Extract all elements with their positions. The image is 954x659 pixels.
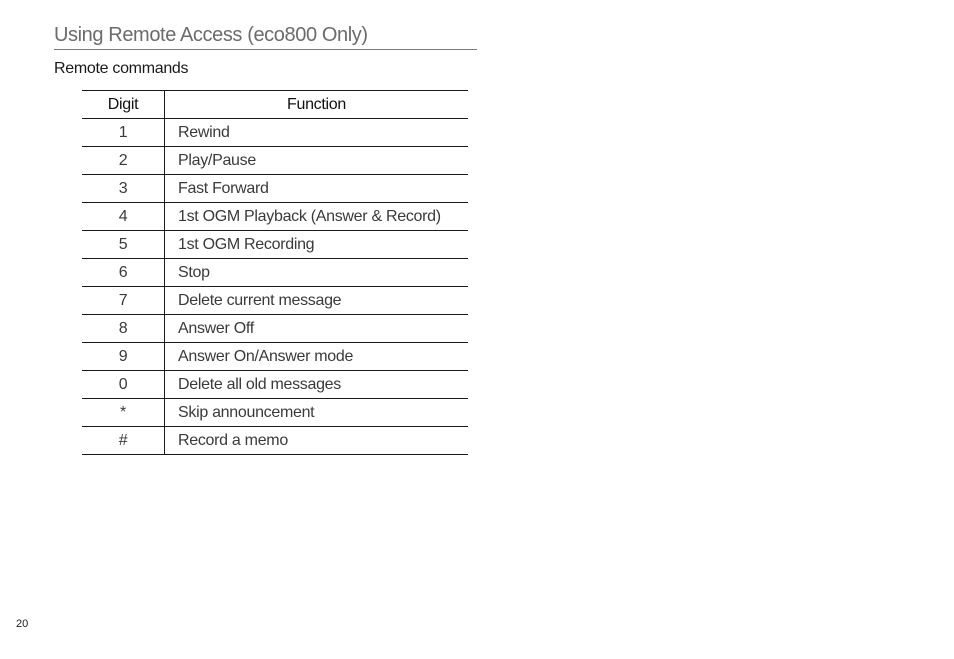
table-row [82,287,468,315]
function-cell: Rewind [165,119,469,147]
table-row [82,399,468,427]
table-row [82,259,468,287]
table-row [82,203,468,231]
table-row [82,427,468,455]
function-cell: Stop [165,259,469,287]
page-number: 20 [16,618,29,630]
digit-cell: 4 [82,203,165,231]
function-cell: Skip announcement [165,399,469,427]
digit-cell: 5 [82,231,165,259]
table-row [82,231,468,259]
function-cell: Answer Off [165,315,469,343]
function-cell: Delete current message [165,287,469,315]
digit-cell: # [82,427,165,455]
digit-cell: 6 [82,259,165,287]
table-row [82,315,468,343]
function-cell: Answer On/Answer mode [165,343,469,371]
digit-cell: 1 [82,119,165,147]
page-title: Using Remote Access (eco800 Only) [54,22,477,50]
function-cell: Record a memo [165,427,469,455]
remote-commands-table [82,90,468,455]
table-row [82,343,468,371]
function-cell: Fast Forward [165,175,469,203]
section-heading: Remote commands [54,60,189,77]
function-cell: 1st OGM Recording [165,231,469,259]
digit-cell: 7 [82,287,165,315]
table-row [82,147,468,175]
table-row [82,371,468,399]
table-row [82,175,468,203]
digit-cell: * [82,399,165,427]
digit-cell: 3 [82,175,165,203]
function-cell: Play/Pause [165,147,469,175]
table-header [82,91,468,119]
column-header-function: Function [165,91,469,119]
table-header-row [82,91,468,119]
digit-cell: 9 [82,343,165,371]
digit-cell: 2 [82,147,165,175]
digit-cell: 8 [82,315,165,343]
table-row [82,119,468,147]
column-header-digit: Digit [82,91,165,119]
function-cell: 1st OGM Playback (Answer & Record) [165,203,469,231]
digit-cell: 0 [82,371,165,399]
function-cell: Delete all old messages [165,371,469,399]
table-body [82,119,468,455]
